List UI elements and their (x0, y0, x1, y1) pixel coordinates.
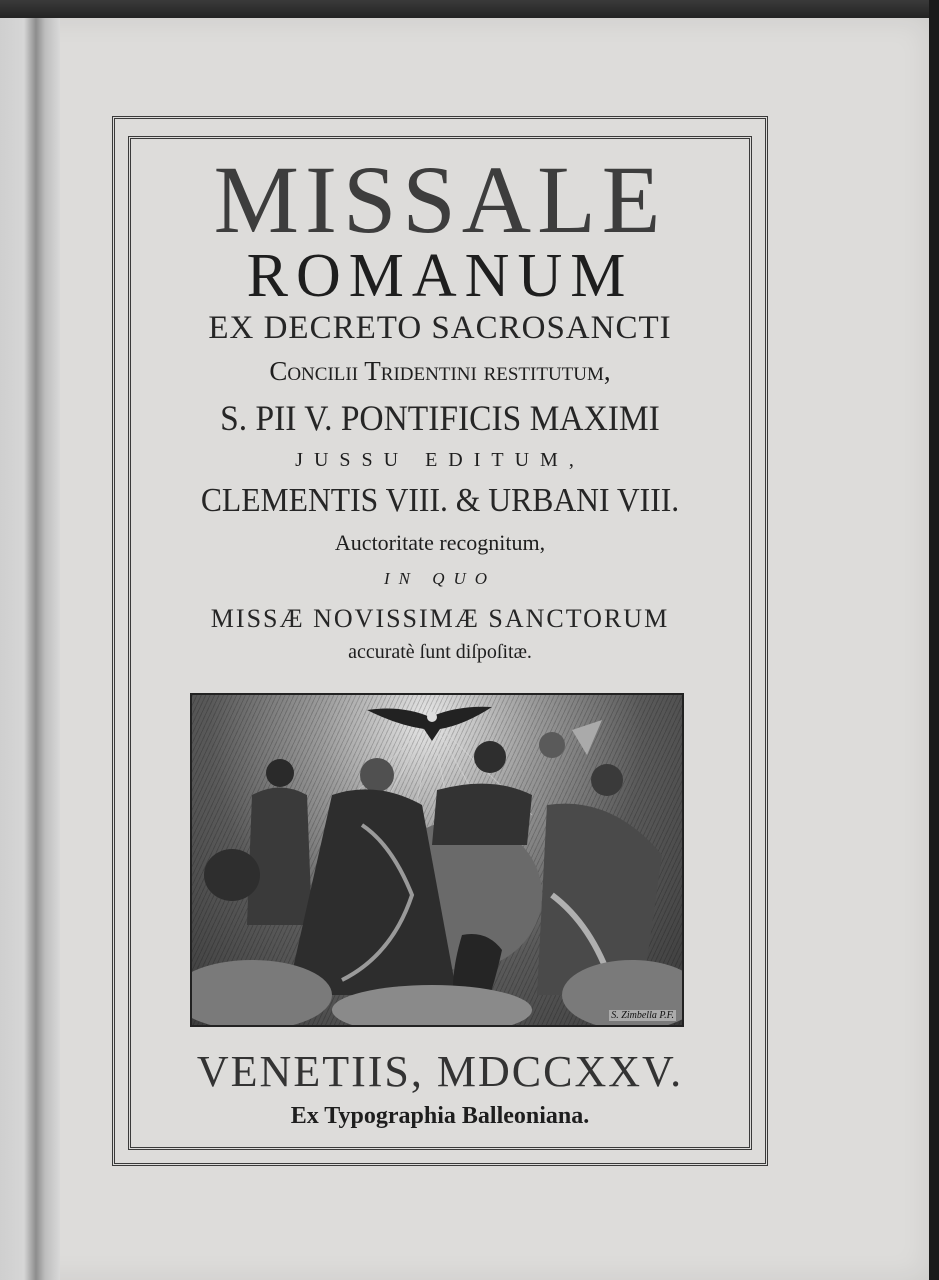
subtitle-in-quo: IN QUO (383, 569, 497, 588)
subtitle-decreto: EX DECRETO SACROSANCTI (208, 310, 672, 346)
imprint-place-date: VENETIIS, MDCCXXV. (196, 1047, 684, 1096)
subtitle-accurate: accuratè ſunt diſpoſitæ. (348, 641, 532, 663)
title-missale: MISSALE (213, 146, 667, 253)
subtitle-pius: S. PII V. PONTIFICIS MAXIMI (220, 398, 660, 438)
subtitle-jussu: JUSSU EDITUM, (295, 449, 585, 471)
subtitle-clementis: CLEMENTIS VIII. & URBANI VIII. (200, 482, 680, 519)
title-romanum: ROMANUM (246, 242, 634, 310)
subtitle-auctoritate: Auctoritate recognitum, (334, 530, 546, 555)
subtitle-missae: MISSÆ NOVISSIMÆ SANCTORUM (210, 604, 670, 633)
imprint-printer: Ex Typographia Balleoniana. (290, 1103, 590, 1129)
engraving-figures-icon (192, 695, 682, 1025)
engraver-signature: S. Zimbella P.F. (611, 1010, 674, 1021)
subtitle-concilii: Concilii Tridentini reſtitutum, (269, 356, 611, 386)
evangelists-engraving (190, 693, 684, 1027)
page-gutter (0, 18, 60, 1280)
book-binding-right (929, 0, 939, 1280)
